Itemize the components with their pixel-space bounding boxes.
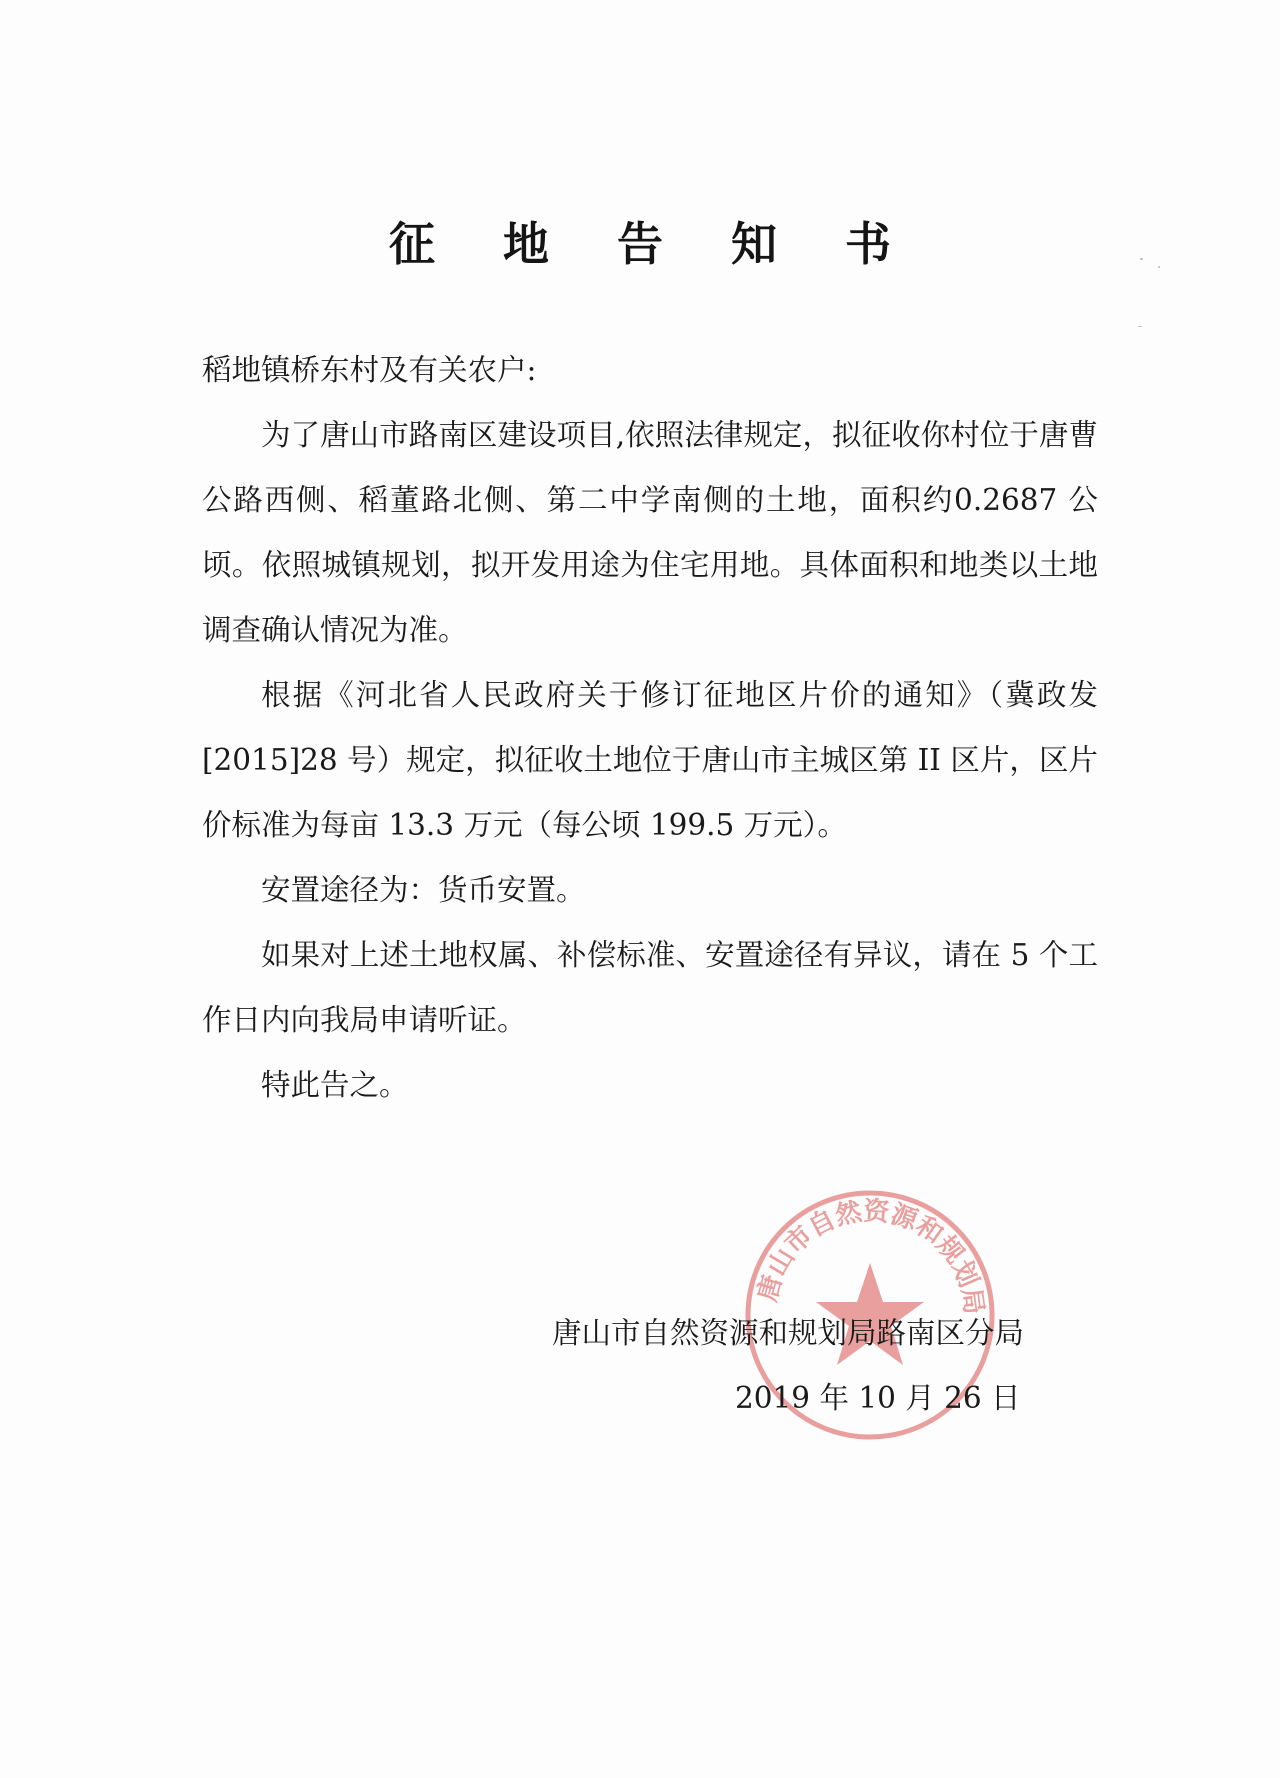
scan-speck <box>1140 258 1143 260</box>
paragraph-purpose: 为了唐山市路南区建设项目,依照法律规定，拟征收你村位于唐曹公路西侧、稻董路北侧、第二中学南侧的土地，面积约0.2687 公顷。依照城镇规划，拟开发用途为住宅用地。具体面积和地类以土地调查确认情况为准。 <box>202 418 1098 647</box>
document-title: 征 地 告 知 书 <box>388 217 918 271</box>
salutation: 稻地镇桥东村及有关农户: <box>202 353 537 387</box>
paragraph-compensation-standard: 根据《河北省人民政府关于修订征地区片价的通知》（冀政发[2015]28 号）规定，拟征收土地位于唐山市主城区第 II 区片，区片价标准为每亩 13.3 万元（每公顷 199.5 万元）。 <box>202 678 1098 842</box>
scan-speck <box>1138 326 1142 327</box>
paragraph-closing: 特此告之。 <box>261 1068 409 1102</box>
paragraph-resettlement: 安置途径为：货币安置。 <box>261 873 586 907</box>
signature-date: 2019 年 10 月 26 日 <box>735 1381 1021 1415</box>
signature-organization: 唐山市自然资源和规划局路南区分局 <box>552 1316 1025 1350</box>
scan-speck <box>1158 266 1160 268</box>
body-paragraphs <box>202 403 1098 1118</box>
svg-text:唐山市自然资源和规划局: 唐山市自然资源和规划局 <box>752 1196 989 1317</box>
paragraph-hearing: 如果对上述土地权属、补偿标准、安置途径有异议，请在 5 个工作日内向我局申请听证。 <box>202 938 1098 1037</box>
